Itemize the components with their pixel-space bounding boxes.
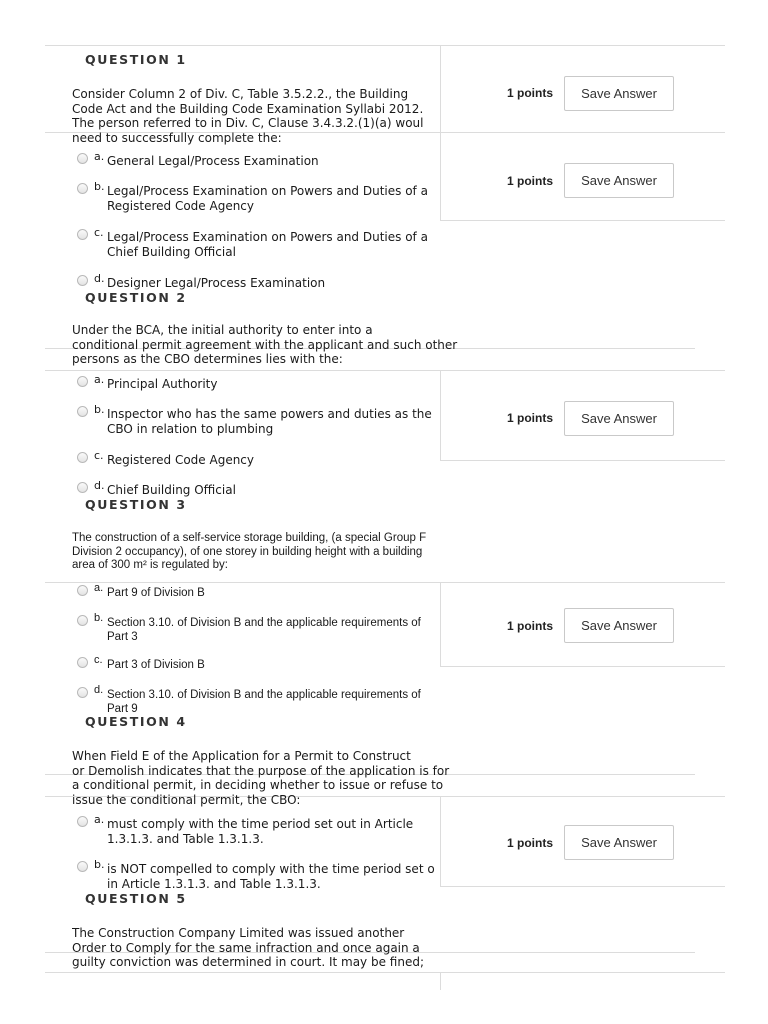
- question-text: When Field E of the Application for a Permit to Construct or Demolish indicates that the purpose of the application is for a conditional permit, in deciding whether to issue or refuse to issue the conditional permit, the CBO:: [72, 749, 450, 807]
- option-letter: b.: [94, 858, 105, 871]
- option-text: Section 3.10. of Division B and the applicable requirements of Part 3: [107, 617, 421, 643]
- divider: [440, 220, 725, 221]
- divider: [45, 370, 725, 371]
- option-text: Legal/Process Examination on Powers and Duties of a Chief Building Official: [107, 230, 428, 259]
- radio-button[interactable]: [77, 406, 88, 417]
- divider: [440, 886, 725, 887]
- points-label: 1 points: [507, 619, 554, 633]
- option-letter: c.: [94, 449, 104, 462]
- radio-button[interactable]: [77, 153, 88, 164]
- radio-button[interactable]: [77, 482, 88, 493]
- radio-button[interactable]: [77, 452, 88, 463]
- points-label: 1 points: [507, 86, 554, 100]
- option-letter: d.: [94, 479, 105, 492]
- save-answer-button[interactable]: Save Answer: [564, 608, 674, 643]
- option-text: Principal Authority: [107, 377, 218, 391]
- question-text: The construction of a self-service storage building, (a special Group F Division 2 occupancy), of one storey in building height with a building area of 300 m² is regulated by:: [72, 532, 427, 571]
- radio-button[interactable]: [77, 275, 88, 286]
- radio-button[interactable]: [77, 816, 88, 827]
- question-heading: QUESTION 2: [85, 290, 187, 305]
- divider: [45, 582, 725, 583]
- option-text: General Legal/Process Examination: [107, 154, 319, 168]
- option-letter: a.: [94, 150, 105, 163]
- option-letter: d.: [94, 684, 104, 696]
- option-letter: b.: [94, 180, 105, 193]
- question-text: Consider Column 2 of Div. C, Table 3.5.2.2., the Building Code Act and the Building Code Examination Syllabi 2012. The person referred to in Div. C, Clause 3.4.3.2.(1)(a) woul need to successfully complete the:: [72, 87, 424, 145]
- option-text: Inspector who has the same powers and duties as the CBO in relation to plumbing: [107, 407, 432, 436]
- radio-button[interactable]: [77, 615, 88, 626]
- option-text: is NOT compelled to comply with the time period set o in Article 1.3.1.3. and Table 1.3.1.3.: [107, 862, 435, 891]
- option-letter: a.: [94, 373, 105, 386]
- divider: [440, 666, 725, 667]
- save-answer-button[interactable]: Save Answer: [564, 825, 674, 860]
- option-text: Section 3.10. of Division B and the applicable requirements of Part 9: [107, 689, 421, 715]
- question-text: Under the BCA, the initial authority to enter into a conditional permit agreement with the applicant and such other persons as the CBO determines lies with the:: [72, 323, 458, 366]
- radio-button[interactable]: [77, 183, 88, 194]
- option-text: Registered Code Agency: [107, 453, 255, 467]
- radio-button[interactable]: [77, 376, 88, 387]
- option-text: Chief Building Official: [107, 483, 236, 497]
- option-letter: c.: [94, 226, 104, 239]
- divider: [440, 460, 725, 461]
- question-heading: QUESTION 1: [85, 52, 187, 67]
- question-heading: QUESTION 4: [85, 714, 187, 729]
- save-answer-button[interactable]: Save Answer: [564, 76, 674, 111]
- save-answer-button[interactable]: Save Answer: [564, 163, 674, 198]
- question-text: The Construction Company Limited was issued another Order to Comply for the same infraction and once again a guilty conviction was determined in court. It may be fined;: [72, 926, 424, 969]
- question-heading: QUESTION 5: [85, 891, 187, 906]
- option-text: Part 3 of Division B: [107, 659, 205, 671]
- radio-button[interactable]: [77, 229, 88, 240]
- divider: [440, 972, 441, 990]
- option-letter: a.: [94, 582, 104, 594]
- option-text: must comply with the time period set out in Article 1.3.1.3. and Table 1.3.1.3.: [107, 817, 414, 846]
- radio-button[interactable]: [77, 687, 88, 698]
- radio-button[interactable]: [77, 657, 88, 668]
- points-label: 1 points: [507, 836, 554, 850]
- question-heading: QUESTION 3: [85, 497, 187, 512]
- option-letter: b.: [94, 403, 105, 416]
- option-letter: c.: [94, 654, 103, 666]
- option-letter: b.: [94, 612, 104, 624]
- radio-button[interactable]: [77, 585, 88, 596]
- option-text: Legal/Process Examination on Powers and Duties of a Registered Code Agency: [107, 184, 428, 213]
- save-answer-button[interactable]: Save Answer: [564, 401, 674, 436]
- option-text: Part 9 of Division B: [107, 587, 205, 599]
- option-text: Designer Legal/Process Examination: [107, 276, 326, 290]
- divider: [45, 45, 725, 46]
- option-letter: a.: [94, 813, 105, 826]
- option-letter: d.: [94, 272, 105, 285]
- points-label: 1 points: [507, 411, 554, 425]
- points-label: 1 points: [507, 174, 554, 188]
- radio-button[interactable]: [77, 861, 88, 872]
- divider: [45, 972, 725, 973]
